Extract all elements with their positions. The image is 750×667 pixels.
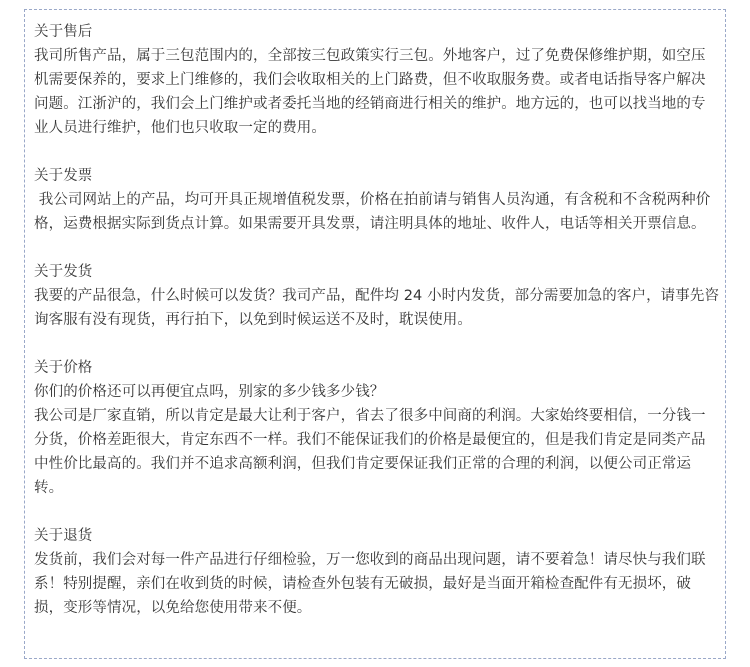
section-price xyxy=(34,356,720,500)
section-heading: 关于发票 xyxy=(34,168,93,184)
section-heading: 关于价格 xyxy=(34,360,93,376)
section-after-sales xyxy=(34,20,720,140)
section-shipping xyxy=(34,260,720,332)
section-paragraph: 我公司是厂家直销，所以肯定是最大让利于客户，省去了很多中间商的利润。大家始终要相信，一分钱一分货，价格差距很大，肯定东西不一样。我们不能保证我们的价格是最便宜的，但是我们肯定是同类产品中性价比最高的。我们并不追求高额利润，但我们肯定要保证我们正常的合理的利润，以便公司正常运转。 xyxy=(34,408,706,496)
section-paragraph: 发货前，我们会对每一件产品进行仔细检验，万一您收到的商品出现问题，请不要着急！请尽快与我们联系！特别提醒，亲们在收到货的时候，请检查外包装有无破损，最好是当面开箱检查配件有无损坏，破损，变形等情况，以免给您使用带来不便。 xyxy=(34,552,706,616)
section-paragraph: 我要的产品很急，什么时候可以发货？我司产品，配件均 24 小时内发货，部分需要加急的客户，请事先咨询客服有没有现货，再行拍下，以免到时候运送不及时，耽误使用。 xyxy=(34,288,720,328)
section-paragraph: 我司所售产品，属于三包范围内的，全部按三包政策实行三包。外地客户，过了免费保修维护期，如空压机需要保养的，要求上门维修的，我们会收取相关的上门路费，但不收取服务费。或者电话指导客户解决问题。江浙沪的，我们会上门维护或者委托当地的经销商进行相关的维护。地方远的，也可以找当地的专业人员进行维护，他们也只收取一定的费用。 xyxy=(34,48,706,136)
section-heading: 关于发货 xyxy=(34,264,93,280)
section-invoice xyxy=(34,164,720,236)
section-heading: 关于售后 xyxy=(34,24,93,40)
section-paragraph: 我公司网站上的产品，均可开具正规增值税发票，价格在拍前请与销售人员沟通，有含税和不含税两种价格，运费根据实际到货点计算。如果需要开具发票，请注明具体的地址、收件人，电话等相关开票信息。 xyxy=(34,192,711,232)
section-question: 你们的价格还可以再便宜点吗，别家的多少钱多少钱？ xyxy=(34,384,385,400)
policy-content xyxy=(34,20,720,620)
section-returns xyxy=(34,524,720,620)
section-heading: 关于退货 xyxy=(34,528,93,544)
